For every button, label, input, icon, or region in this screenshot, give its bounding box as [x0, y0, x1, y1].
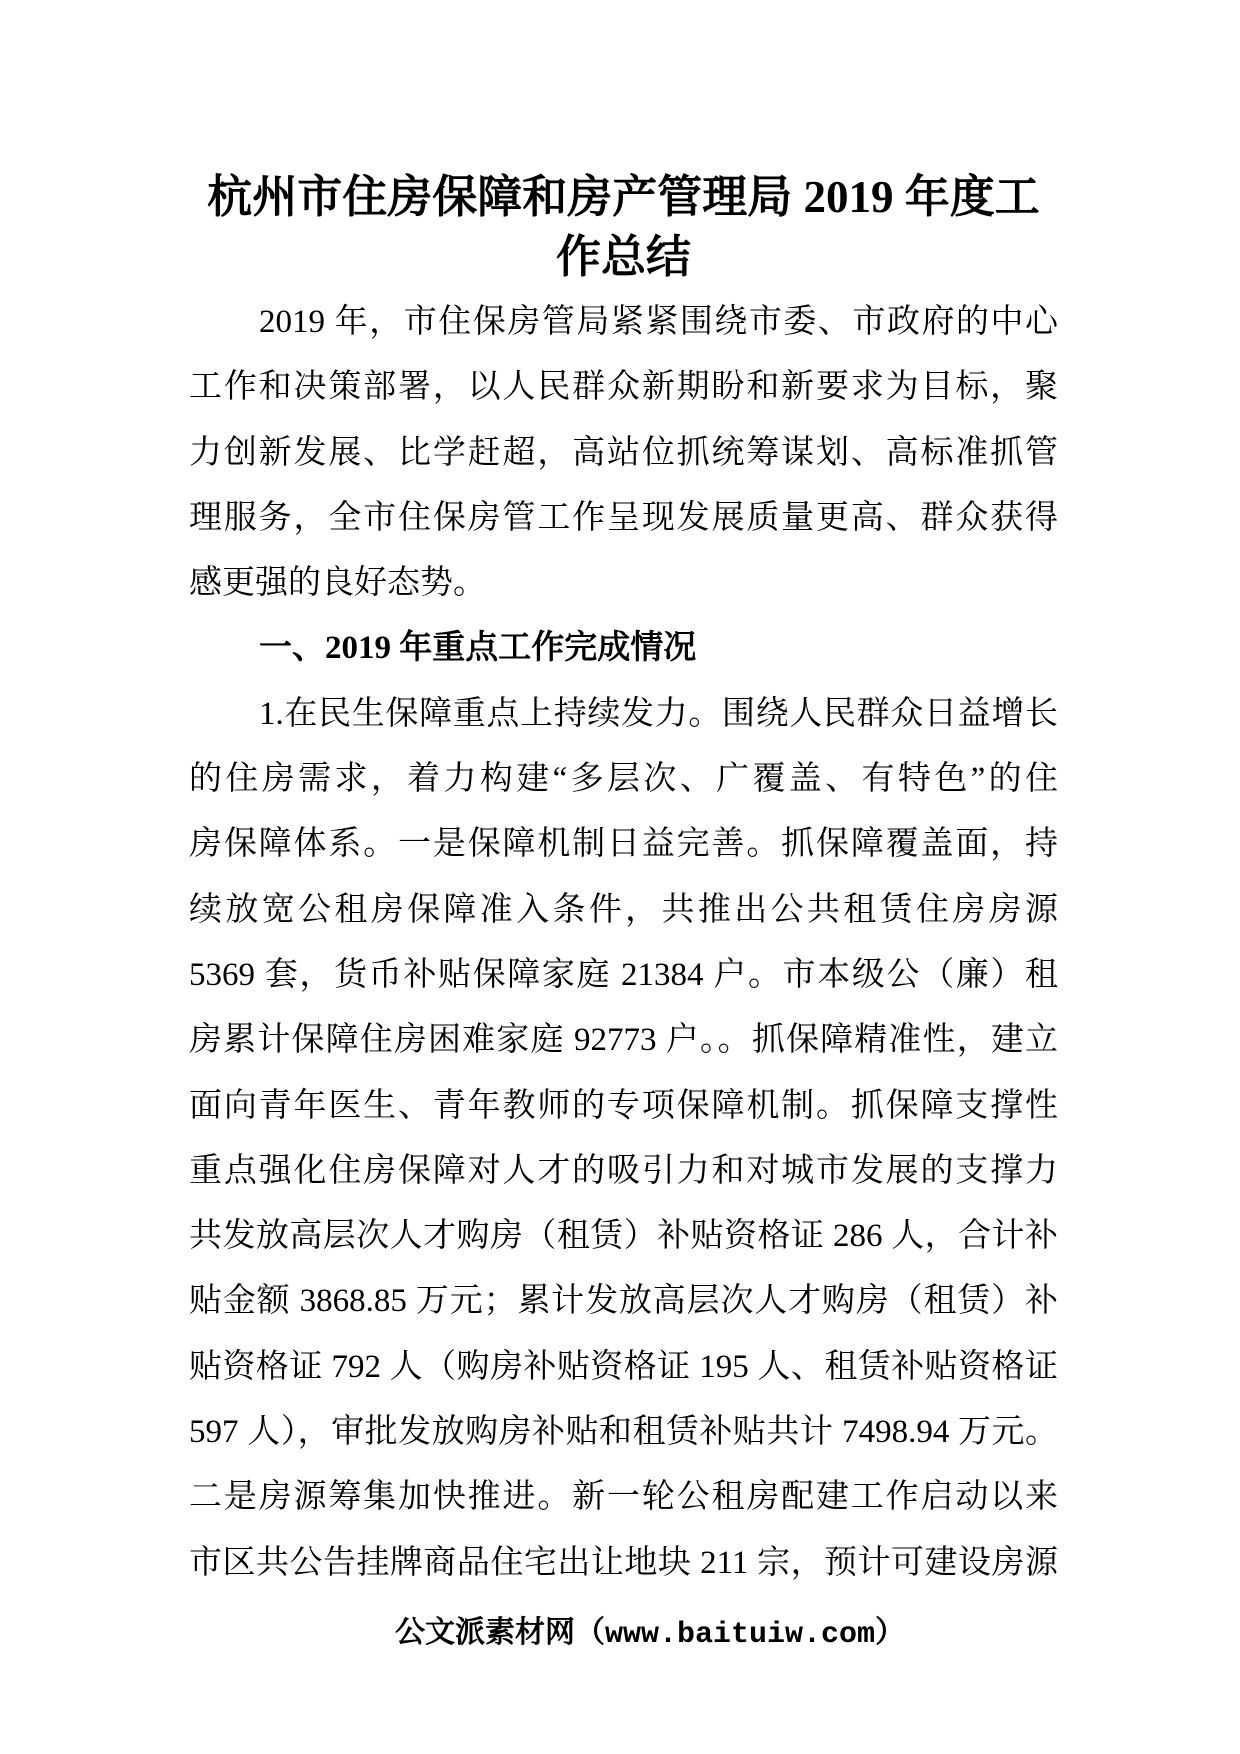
paragraph-line: 理服务，全市住保房管工作呈现发展质量更高、群众获得	[189, 499, 1058, 536]
paragraph-line: 597 人），审批发放购房补贴和租赁补贴共计 7498.94 万元。	[189, 1414, 1059, 1451]
title-line: 杭州市住房保障和房产管理局 2019 年度工	[207, 172, 1040, 222]
paragraph-line: 房保障体系。一是保障机制日益完善。抓保障覆盖面，持	[189, 826, 1058, 863]
paragraph-line: 工作和决策部署，以人民群众新期盼和新要求为目标，聚	[189, 369, 1058, 406]
paragraph-line: 房累计保障住房困难家庭 92773 户。。抓保障精准性，建立	[189, 1022, 1058, 1059]
paragraph-line: 贴金额 3868.85 万元；累计发放高层次人才购房（租赁）补	[189, 1283, 1058, 1320]
paragraph-line: 1.在民生保障重点上持续发力。围绕人民群众日益增长	[259, 695, 1058, 732]
section-heading: 一、2019 年重点工作完成情况	[259, 630, 697, 667]
paragraph-line: 5369 套，货币补贴保障家庭 21384 户。市本级公（廉）租	[189, 956, 1058, 993]
document-title	[189, 167, 1058, 287]
paragraph-line: 二是房源筹集加快推进。新一轮公租房配建工作启动以来	[189, 1479, 1058, 1516]
paragraph-line: 贴资格证 792 人（购房补贴资格证 195 人、租赁补贴资格证	[189, 1348, 1058, 1385]
paragraph-line: 共发放高层次人才购房（租赁）补贴资格证 286 人，合计补	[189, 1218, 1058, 1255]
paragraph-line: 2019 年，市住保房管局紧紧围绕市委、市政府的中心	[259, 304, 1058, 340]
paragraph-line: 的住房需求，着力构建“多层次、广覆盖、有特色”的住	[189, 761, 1058, 798]
paragraph-line: 感更强的良好态势。	[189, 565, 486, 602]
paragraph-line: 面向青年医生、青年教师的专项保障机制。抓保障支撑性	[189, 1087, 1058, 1124]
paragraph-line: 市区共公告挂牌商品住宅出让地块 211 宗，预计可建设房源	[189, 1544, 1058, 1581]
watermark-footer: 公文派素材网（www.baituiw.com）	[394, 1618, 906, 1652]
title-line: 作总结	[555, 232, 691, 282]
section-paragraph	[189, 682, 1058, 1596]
intro-paragraph	[189, 290, 1058, 616]
paragraph-line: 续放宽公租房保障准入条件，共推出公共租赁住房房源	[189, 891, 1058, 928]
paragraph-line: 力创新发展、比学赶超，高站位抓统筹谋划、高标准抓管	[189, 434, 1058, 471]
document-body	[189, 290, 1058, 1596]
paragraph-line: 重点强化住房保障对人才的吸引力和对城市发展的支撑力	[189, 1152, 1058, 1189]
